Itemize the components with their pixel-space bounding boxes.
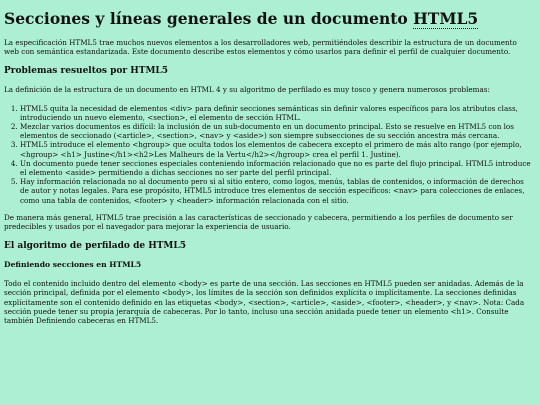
- list-item: [20, 159, 532, 177]
- html5-abbreviation[interactable]: HTML5: [413, 9, 479, 28]
- page-title: [4, 10, 532, 28]
- problems-list: [4, 104, 532, 205]
- list-item: [20, 104, 532, 122]
- problems-closing-paragraph: De manera más general, HTML5 trae precisión a las características de seccionado y cabecera, permitiendo a los perfiles de documento ser predecibles y usados por el navegador para mejorar la experiencia de usuario.: [4, 212, 513, 232]
- intro-paragraph: La especificación HTML5 trae muchos nuevos elementos a los desarrolladores web, permitiéndoles describir la estructura de un documento web con semántica estandarizada. Este documento describe estos elementos y cómo usarlos para definir el perfil de cualquier documento.: [4, 38, 517, 57]
- defining-sections-paragraph: Todo el contenido incluido dentro del elemento <body> es parte de una sección. Las secciones en HTML5 pueden ser anidadas. Además de la sección principal, definida por el elemento <body>, los límites de la sección son definidos explícita o implícitamente. La secciones definidas explícitamente son el contenido definido en las etiquetas <body>, <section>, <article>, <aside>, <footer>, <header>, y <nav>. Nota: Cada sección puede tener su propia jerarquía de cabeceras. Por lo tanto, incluso una sección anidada puede tener un elemento <h1>. Consulte también Definiendo cabeceras en HTML5.: [4, 279, 525, 326]
- list-item-text: HTML5 introduce el elemento <hgroup> que oculta todos los elementos de cabecera excepto el primero de más alto rango (por ejemplo, <hgroup> <h1> Justine</h1><h2>Les Malheurs de la Vertu</h2></hgroup> crea el perfil 1. Justine).: [20, 140, 522, 159]
- problems-intro-paragraph: La definición de la estructura de un documento en HTML 4 y su algoritmo de perfilado es muy tosco y genera numerosos problemas:: [4, 85, 490, 95]
- list-item: [20, 122, 532, 140]
- list-item-text: Un documento puede tener secciones especiales conteniendo información relacionado que no es parte del flujo principal. HTML5 introduce el elemento <aside> permitiendo a dichas secciones no ser parte del perfil principal.: [20, 158, 531, 178]
- subsection-heading-defining-sections: Definiendo secciones en HTML5: [4, 260, 142, 270]
- list-item-text: Hay información relacionada no al documento pero si al sitio entero, como logos, menús, tablas de contenidos, o información de derechos de autor y notas legales. Para ese propósito, HTML5 introduce tres elementos de sección específicos: <nav> para colecciones de enlaces, como una tabla de contenidos, <footer> y <header> información relacionada con el sitio.: [20, 177, 525, 205]
- section-heading-algorithm: El algoritmo de perfilado de HTML5: [4, 241, 186, 252]
- section-heading-problems: Problemas resueltos por HTML5: [4, 66, 169, 77]
- list-item: [20, 177, 532, 205]
- page-title-text: Secciones y líneas generales de un documento: [4, 9, 414, 28]
- list-item: [20, 140, 532, 158]
- list-item-text: HTML5 quita la necesidad de elementos <div> para definir secciones semánticas sin definir valores específicos para los atributos class, introduciendo un nuevo elemento, <section>, el elemento de sección HTML.: [20, 103, 518, 122]
- list-item-text: Mezclar varios documentos es difícil: la inclusión de un sub-documento en un documento principal. Esto se resuelve en HTML5 con los elementos de seccionado (<article>, <section>, <nav> y <aside>) son siempre subsecciones de su sección ancestra más cercana.: [20, 122, 514, 141]
